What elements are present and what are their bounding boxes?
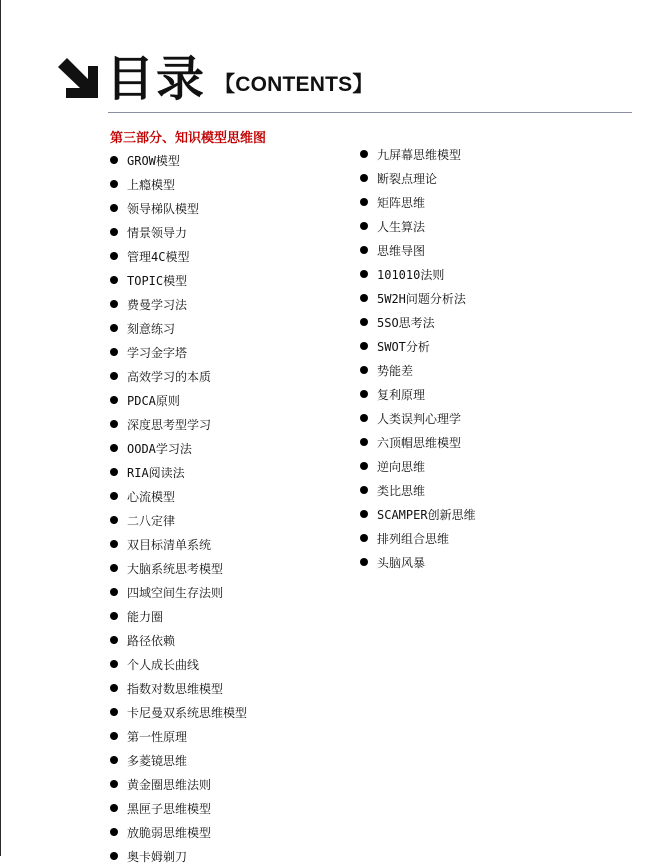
list-item-label: 复利原理: [377, 387, 426, 402]
list-item: [110, 700, 247, 724]
bullet-icon: [360, 366, 368, 374]
bullet-icon: [110, 708, 118, 716]
list-item: [360, 166, 476, 190]
list-item: [110, 460, 247, 484]
list-item: [360, 502, 476, 526]
page-subtitle: 【CONTENTS】: [214, 73, 374, 96]
list-item-label: 奥卡姆剃刀: [127, 849, 188, 864]
list-item: [110, 412, 247, 436]
list-item-label: 四域空间生存法则: [127, 585, 224, 600]
list-item-label: 管理4C模型: [127, 249, 190, 264]
list-item: [110, 628, 247, 652]
list-item-label: 二八定律: [127, 513, 176, 528]
list-item: [110, 508, 247, 532]
list-item: [110, 196, 247, 220]
list-item-label: 矩阵思维: [377, 195, 426, 210]
list-item: [360, 142, 476, 166]
list-item: [360, 262, 476, 286]
list-item: [110, 436, 247, 460]
bullet-icon: [360, 294, 368, 302]
bullet-icon: [110, 852, 118, 860]
list-item-label: 人类误判心理学: [377, 411, 462, 426]
bullet-icon: [360, 510, 368, 518]
list-item-label: GROW模型: [127, 153, 180, 168]
bullet-icon: [110, 516, 118, 524]
list-item-label: 大脑系统思考模型: [127, 561, 224, 576]
bullet-icon: [110, 348, 118, 356]
arrow-down-right-icon: [58, 58, 104, 104]
list-item: [360, 430, 476, 454]
list-item: [110, 772, 247, 796]
bullet-icon: [110, 468, 118, 476]
list-item: [110, 820, 247, 844]
list-item: [110, 796, 247, 820]
list-item: [110, 532, 247, 556]
list-item-label: 类比思维: [377, 483, 426, 498]
list-item-label: 势能差: [377, 363, 414, 378]
list-item-label: SCAMPER创新思维: [377, 507, 476, 522]
list-item-label: 头脑风暴: [377, 555, 426, 570]
list-item-label: 学习金字塔: [127, 345, 188, 360]
list-item-label: 卡尼曼双系统思维模型: [127, 705, 248, 720]
right-item-list: [360, 142, 476, 574]
list-item: [110, 556, 247, 580]
list-item-label: 个人成长曲线: [127, 657, 200, 672]
bullet-icon: [360, 534, 368, 542]
list-item: [360, 550, 476, 574]
bullet-icon: [360, 342, 368, 350]
list-item-label: 放脆弱思维模型: [127, 825, 212, 840]
section-title: 第三部分、知识模型思维图: [110, 131, 267, 146]
list-item-label: TOPIC模型: [127, 273, 188, 288]
list-item: [110, 652, 247, 676]
bullet-icon: [110, 180, 118, 188]
bullet-icon: [360, 438, 368, 446]
list-item: [110, 148, 247, 172]
bullet-icon: [110, 732, 118, 740]
list-item-label: 第一性原理: [127, 729, 188, 744]
list-item: [110, 244, 247, 268]
bullet-icon: [110, 324, 118, 332]
list-item: [110, 316, 247, 340]
list-item-label: 费曼学习法: [127, 297, 188, 312]
bullet-icon: [110, 420, 118, 428]
bullet-icon: [110, 228, 118, 236]
bullet-icon: [360, 414, 368, 422]
bullet-icon: [110, 540, 118, 548]
header-divider: [108, 112, 632, 113]
list-item: [110, 292, 247, 316]
list-item: [110, 844, 247, 868]
list-item: [110, 364, 247, 388]
list-item: [110, 676, 247, 700]
list-item-label: 5W2H问题分析法: [377, 291, 466, 306]
list-item-label: 黑匣子思维模型: [127, 801, 212, 816]
bullet-icon: [360, 390, 368, 398]
list-item: [360, 382, 476, 406]
list-item: [110, 724, 247, 748]
list-item: [110, 604, 247, 628]
list-item: [110, 748, 247, 772]
list-item-label: 思维导图: [377, 243, 426, 258]
list-item-label: 上瘾模型: [127, 177, 176, 192]
list-item: [360, 526, 476, 550]
list-item-label: RIA阅读法: [127, 465, 185, 480]
list-item-label: 人生算法: [377, 219, 426, 234]
bullet-icon: [110, 444, 118, 452]
list-item-label: 路径依赖: [127, 633, 176, 648]
bullet-icon: [110, 372, 118, 380]
bullet-icon: [360, 150, 368, 158]
list-item-label: 排列组合思维: [377, 531, 450, 546]
list-item-label: 逆向思维: [377, 459, 426, 474]
list-item: [360, 358, 476, 382]
list-item: [110, 388, 247, 412]
list-item-label: 指数对数思维模型: [127, 681, 224, 696]
left-item-list: [110, 148, 247, 868]
list-item-label: PDCA原则: [127, 393, 180, 408]
bullet-icon: [110, 252, 118, 260]
list-item-label: 能力圈: [127, 609, 164, 624]
list-item-label: 5SO思考法: [377, 315, 435, 330]
bullet-icon: [110, 396, 118, 404]
bullet-icon: [110, 756, 118, 764]
list-item: [110, 340, 247, 364]
bullet-icon: [110, 660, 118, 668]
page-header: [58, 48, 374, 107]
list-item: [110, 172, 247, 196]
list-item-label: 领导梯队模型: [127, 201, 200, 216]
list-item-label: 多菱镜思维: [127, 753, 188, 768]
list-item: [360, 238, 476, 262]
bullet-icon: [360, 486, 368, 494]
list-item-label: OODA学习法: [127, 441, 192, 456]
list-item-label: 刻意练习: [127, 321, 176, 336]
bullet-icon: [360, 318, 368, 326]
list-item-label: 深度思考型学习: [127, 417, 212, 432]
bullet-icon: [110, 564, 118, 572]
page-left-border: [0, 0, 1, 856]
list-item-label: SWOT分析: [377, 339, 430, 354]
list-item-label: 情景领导力: [127, 225, 188, 240]
bullet-icon: [110, 684, 118, 692]
bullet-icon: [110, 780, 118, 788]
bullet-icon: [110, 276, 118, 284]
bullet-icon: [110, 828, 118, 836]
bullet-icon: [360, 558, 368, 566]
bullet-icon: [110, 156, 118, 164]
list-item: [360, 310, 476, 334]
list-item: [360, 286, 476, 310]
bullet-icon: [360, 174, 368, 182]
bullet-icon: [110, 300, 118, 308]
list-item: [110, 268, 247, 292]
list-item-label: 高效学习的本质: [127, 369, 212, 384]
bullet-icon: [360, 270, 368, 278]
bullet-icon: [360, 198, 368, 206]
bullet-icon: [110, 492, 118, 500]
list-item-label: 双目标清单系统: [127, 537, 212, 552]
list-item-label: 断裂点理论: [377, 171, 438, 186]
list-item-label: 六顶帽思维模型: [377, 435, 462, 450]
bullet-icon: [110, 588, 118, 596]
list-item: [360, 406, 476, 430]
bullet-icon: [110, 612, 118, 620]
bullet-icon: [110, 204, 118, 212]
list-item-label: 九屏幕思维模型: [377, 147, 462, 162]
bullet-icon: [360, 222, 368, 230]
list-item: [110, 580, 247, 604]
bullet-icon: [360, 462, 368, 470]
list-item: [360, 478, 476, 502]
list-item: [360, 190, 476, 214]
list-item-label: 心流模型: [127, 489, 176, 504]
bullet-icon: [360, 246, 368, 254]
list-item-label: 黄金圈思维法则: [127, 777, 212, 792]
list-item: [110, 220, 247, 244]
bullet-icon: [110, 636, 118, 644]
page-title: 目录: [106, 51, 207, 107]
list-item-label: 101010法则: [377, 267, 445, 282]
list-item: [360, 454, 476, 478]
list-item: [360, 214, 476, 238]
bullet-icon: [110, 804, 118, 812]
list-item: [360, 334, 476, 358]
list-item: [110, 484, 247, 508]
